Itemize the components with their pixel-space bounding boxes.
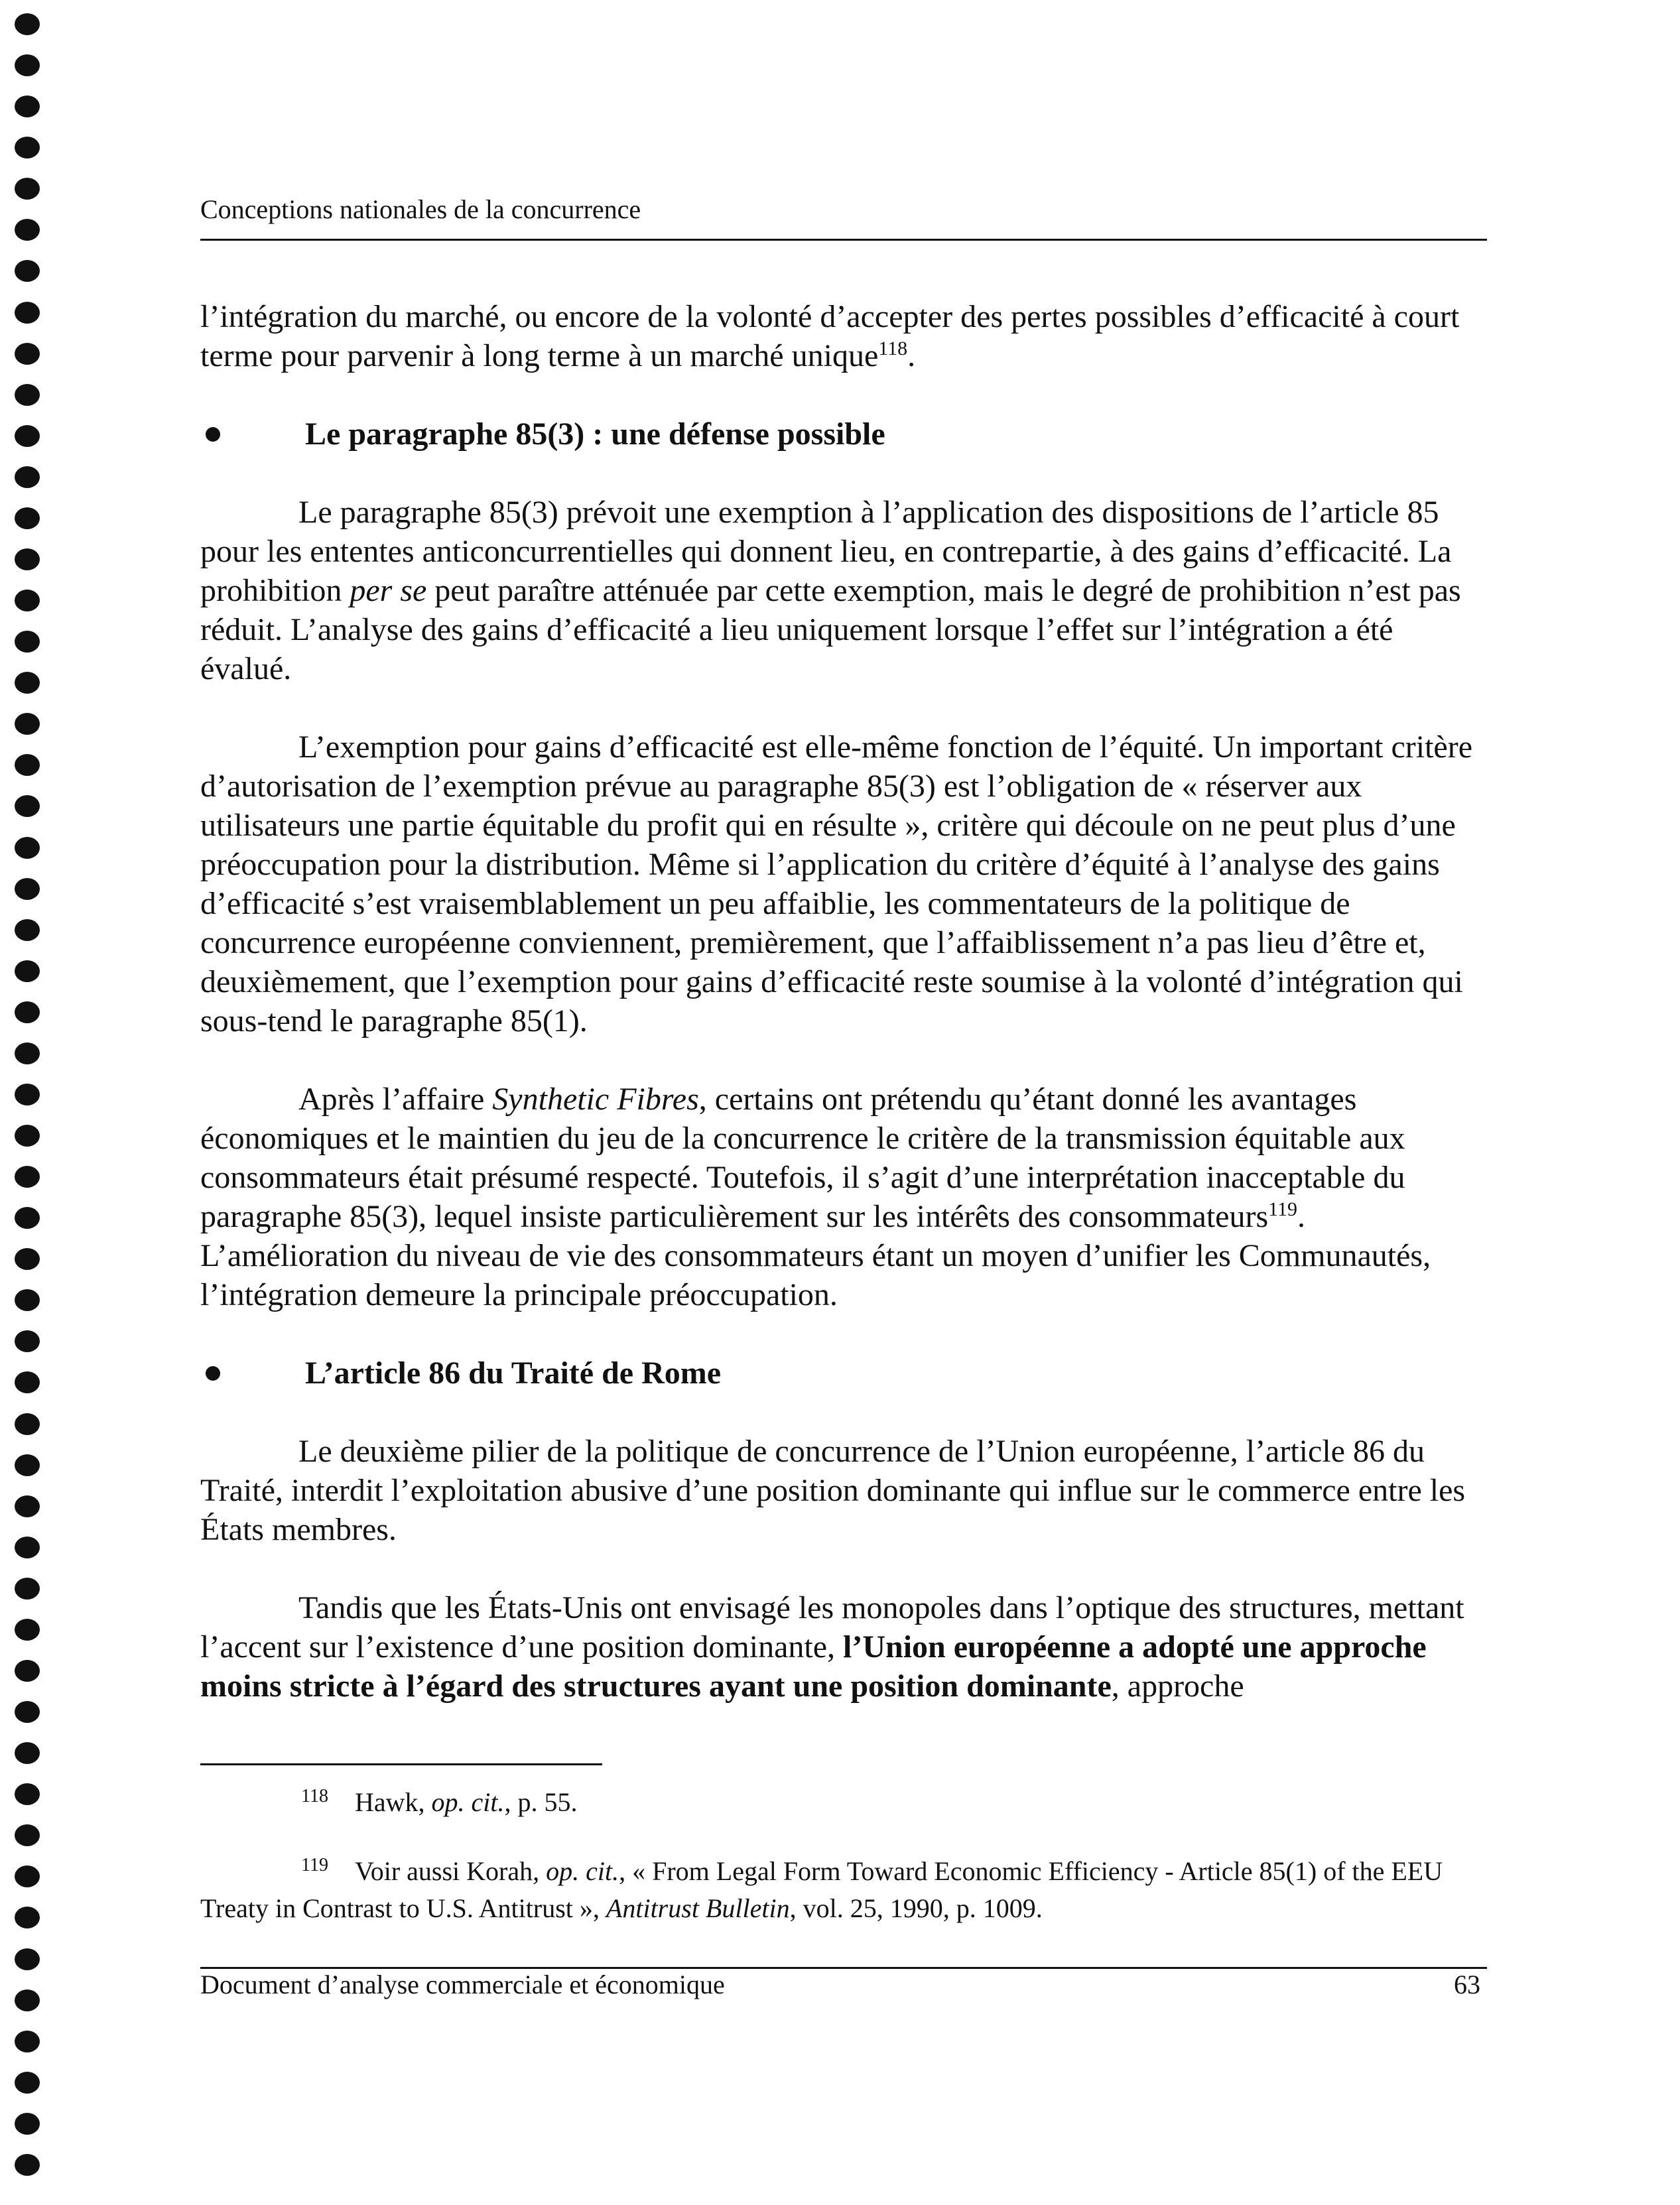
running-header: Conceptions nationales de la concurrence	[200, 194, 641, 224]
binding-hole	[15, 219, 40, 241]
binding-hole	[15, 1248, 40, 1270]
header-rule	[200, 239, 1487, 241]
binding-hole	[15, 13, 40, 35]
binding-hole	[15, 1948, 40, 1970]
binding-hole	[15, 2031, 40, 2052]
binding-hole	[15, 2072, 40, 2094]
binding-hole	[15, 1824, 40, 1846]
binding-hole	[15, 1742, 40, 1764]
binding-hole	[15, 1330, 40, 1352]
binding-hole	[15, 1166, 40, 1188]
binding-hole	[15, 2154, 40, 2176]
paragraph-6: Tandis que les États-Unis ont envisagé les monopoles dans l’optique des structures, mettant l’accent sur l’existence d’une position dominante, l’Union européenne a adopté une approche moins stricte à l’égard des structures ayant une position dominante, approche	[200, 1590, 1464, 1704]
binding-hole	[15, 1001, 40, 1023]
binding-holes	[15, 13, 41, 2195]
page-footer	[200, 1968, 1487, 2001]
paragraph-5: Le deuxième pilier de la politique de concurrence de l’Union européenne, l’article 86 du Traité, interdit l’exploitation abusive d’une position dominante qui influe sur le commerce entre les États membres.	[200, 1434, 1466, 1547]
binding-hole	[15, 466, 40, 488]
binding-hole	[15, 1495, 40, 1517]
binding-hole	[15, 1371, 40, 1393]
paragraph-3: L’exemption pour gains d’efficacité est elle-même fonction de l’équité. Un important critère d’autorisation de l’exemption prévue au paragraphe 85(3) est l’obligation de « réserver aux utilisateurs une partie équitable du profit qui en résulte », critère qui découle on ne peut plus d’une préoccupation pour la distribution. Même si l’application du critère d’équité à l’analyse des gains d’efficacité s’est vraisemblablement un peu affaiblie, les commentateurs de la politique de concurrence européenne conviennent, premièrement, que l’affaiblissement n’a pas lieu d’être et, deuxièmement, que l’exemption pour gains d’efficacité reste soumise à la volonté d’intégration qui sous-tend le paragraphe 85(1).	[200, 729, 1473, 1039]
binding-hole	[15, 1289, 40, 1311]
section-heading-article-86: L’article 86 du Traité de Rome	[200, 1354, 1487, 1393]
binding-hole	[15, 590, 40, 611]
binding-hole	[15, 302, 40, 324]
binding-hole	[15, 1701, 40, 1723]
body-text	[200, 297, 1487, 1706]
binding-hole	[15, 2113, 40, 2135]
binding-hole	[15, 1578, 40, 1600]
binding-hole	[15, 548, 40, 570]
binding-hole	[15, 960, 40, 982]
paragraph-1: l’intégration du marché, ou encore de la volonté d’accepter des pertes possibles d’efficacité à court terme pour parvenir à long terme à un marché unique$^{118}$.	[200, 299, 1460, 373]
binding-hole	[15, 425, 40, 447]
binding-hole	[15, 1042, 40, 1064]
bullet-icon	[206, 427, 220, 442]
binding-hole	[15, 1660, 40, 1682]
footnote-119: $^{119}$ Voir aussi Korah, op. cit., « From Legal Form Toward Economic Efficiency - Article 85(1) of the EEU Treaty in Contrast to U.S. Antitrust », Antitrust Bulletin, vol. 25, 1990, p. 1009.	[200, 1854, 1443, 1923]
binding-hole	[15, 1537, 40, 1558]
binding-hole	[15, 713, 40, 735]
binding-hole	[15, 1207, 40, 1229]
binding-hole	[15, 137, 40, 158]
binding-hole	[15, 1907, 40, 1928]
paragraph-4: Après l’affaire Synthetic Fibres, certains ont prétendu qu’étant donné les avantages économiques et le maintien du jeu de la concurrence le critère de la transmission équitable aux consommateurs était présumé respecté. Toutefois, il s’agit d’une interprétation inacceptable du paragraphe 85(3), lequel insiste particulièrement sur les intérêts des consommateurs$^{119}$. L’amélioration du niveau de vie des consommateurs étant un moyen d’unifier les Communautés, l’intégration demeure la principale préoccupation.	[200, 1082, 1431, 1312]
binding-hole	[15, 1865, 40, 1887]
section-heading-85-3: Le paragraphe 85(3) : une défense possible	[200, 414, 1487, 454]
bullet-icon	[206, 1366, 220, 1381]
binding-hole	[15, 837, 40, 859]
binding-hole	[15, 672, 40, 694]
footer-title: Document d’analyse commerciale et économique	[200, 1970, 725, 1999]
footnotes	[200, 1784, 1487, 1927]
binding-hole	[15, 1084, 40, 1105]
binding-hole	[15, 343, 40, 365]
binding-hole	[15, 260, 40, 282]
binding-hole	[15, 1989, 40, 2011]
footnote-ref-119[interactable]: 119	[1268, 1198, 1298, 1220]
binding-hole	[15, 631, 40, 653]
binding-hole	[15, 919, 40, 941]
binding-hole	[15, 1619, 40, 1641]
footnote-118: $^{118}$ Hawk, op. cit., p. 55.	[301, 1785, 578, 1817]
binding-hole	[15, 1125, 40, 1147]
binding-hole	[15, 1783, 40, 1805]
binding-hole	[15, 95, 40, 117]
binding-hole	[15, 54, 40, 76]
binding-hole	[15, 1413, 40, 1435]
binding-hole	[15, 1454, 40, 1476]
binding-hole	[15, 384, 40, 406]
footnote-ref-118[interactable]: 118	[878, 338, 908, 359]
binding-hole	[15, 178, 40, 200]
binding-hole	[15, 795, 40, 817]
binding-hole	[15, 878, 40, 900]
footnote-rule	[200, 1763, 602, 1765]
binding-hole	[15, 754, 40, 776]
page-number: 63	[1454, 1970, 1480, 1999]
binding-hole	[15, 507, 40, 529]
paragraph-2: Le paragraphe 85(3) prévoit une exemption à l’application des dispositions de l’article 85 pour les ententes anticoncurrentielles qui donnent lieu, en contrepartie, à des gains d’efficacité. La prohibition per se peut paraître atténuée par cette exemption, mais le degré de prohibition n’est pas réduit. L’analyse des gains d’efficacité a lieu uniquement lorsque l’effet sur l’intégration a été évalué.	[200, 495, 1461, 686]
